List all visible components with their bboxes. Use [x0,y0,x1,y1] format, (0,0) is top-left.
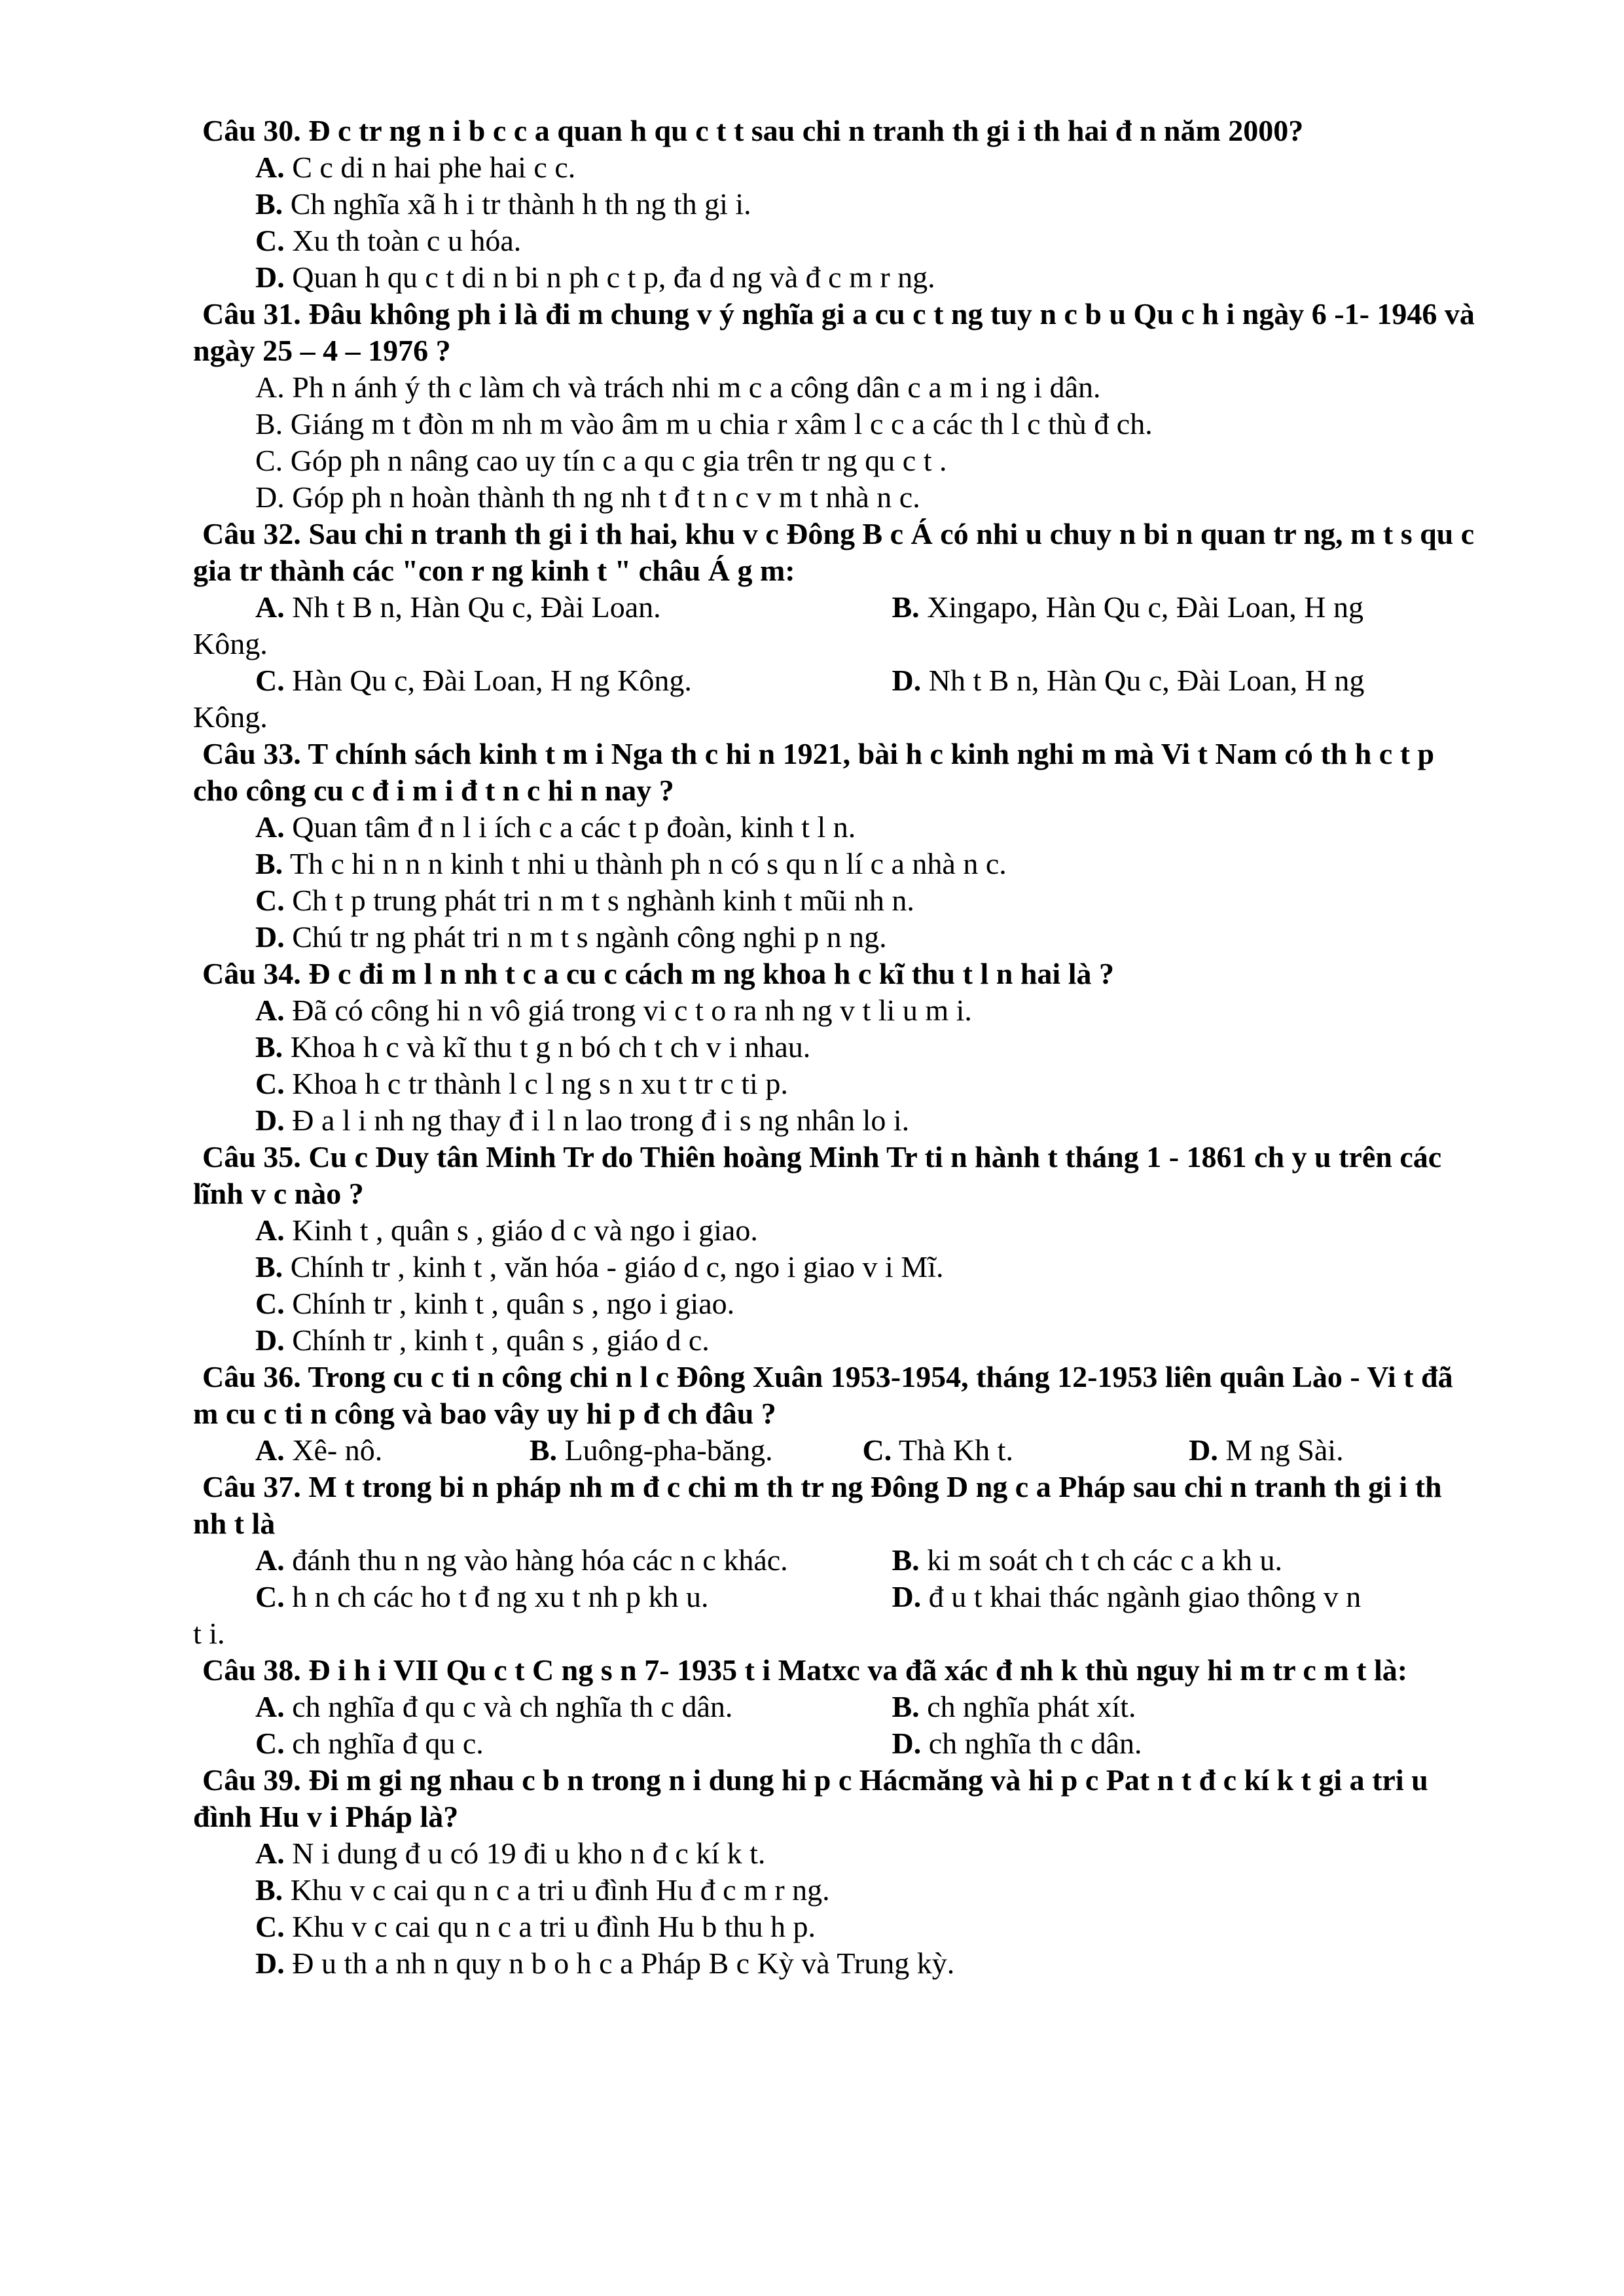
option-letter: A. [255,810,285,844]
option-letter: D. [892,1727,922,1760]
question-33 [193,736,1476,956]
option-c[interactable] [193,1066,1476,1102]
question-38 [193,1652,1476,1762]
option-text: Xê- nô. [292,1433,383,1467]
option-letter: B. [255,1873,283,1907]
question-30 [193,113,1476,296]
option-text: M ng Sài. [1225,1433,1344,1467]
option-a[interactable] [193,149,1476,186]
option-text: Ph n ánh ý th c làm ch và trách nhi m c a công dân c a m i ng i dân. [292,370,1101,404]
option-d[interactable] [866,1579,1477,1615]
option-letter: A. [255,1433,285,1467]
option-d[interactable] [193,1322,1476,1359]
option-c[interactable] [193,1909,1476,1945]
option-b[interactable] [866,1542,1477,1579]
option-c[interactable] [193,1285,1476,1322]
option-text: ch nghĩa th c dân. [928,1727,1142,1760]
question-text: Đ c tr ng n i b c c a quan h qu c t t sau chi n tranh th gi i th hai đ n năm 2000? [308,114,1304,147]
option-a[interactable] [255,589,866,626]
option-text: t i. [193,1617,225,1650]
option-row [193,1542,1476,1579]
option-d[interactable] [866,1725,1477,1762]
question-text: Trong cu c ti n công chi n l c Đông Xuân 1953-1954, tháng 12-1953 liên quân Lào - Vi t đã m cu c ti n công và bao vây uy hi p đ ch đâu ? [193,1360,1453,1430]
option-text: Đ a l i nh ng thay đ i l n lao trong đ i s ng nhân lo i. [292,1103,910,1137]
option-text: Giáng m t đòn m nh m vào âm m u chia r xâm l c c a các th l c thù đ ch. [290,407,1153,440]
option-text: Kông. [193,627,268,660]
question-label: Câu 39. [202,1763,301,1797]
option-text: Nh t B n, Hàn Qu c, Đài Loan, H ng [928,664,1365,697]
option-c[interactable] [255,1725,866,1762]
question-37 [193,1469,1476,1652]
question-stem [193,113,1476,149]
option-d[interactable] [193,259,1476,296]
option-row [193,1579,1476,1615]
option-text: Khoa h c tr thành l c l ng s n xu t tr c ti p. [292,1067,788,1100]
option-text: Kinh t , quân s , giáo d c và ngo i giao. [292,1213,758,1247]
exam-page [193,113,1476,1982]
option-letter: B. [255,1030,283,1064]
question-stem [193,1139,1476,1212]
option-d[interactable] [866,662,1477,699]
question-stem [193,516,1476,589]
option-a[interactable] [193,992,1476,1029]
option-letter: A. [255,590,285,624]
option-text: ki m soát ch t ch các c a kh u. [927,1543,1283,1577]
option-text: Chính tr , kinh t , quân s , ngo i giao. [292,1287,735,1320]
option-d[interactable] [193,919,1476,956]
option-text: Chính tr , kinh t , quân s , giáo d c. [292,1323,710,1357]
option-text: Thà Kh t. [898,1433,1013,1467]
option-a[interactable] [255,1689,866,1725]
option-text: Góp ph n hoàn thành th ng nh t đ t n c v m t nhà n c. [292,480,920,514]
option-c[interactable] [193,882,1476,919]
question-stem [193,1469,1476,1542]
option-letter: B. [255,407,283,440]
option-a[interactable] [193,369,1476,406]
question-label: Câu 35. [202,1140,301,1174]
question-label: Câu 31. [202,297,301,331]
option-a[interactable] [193,1212,1476,1249]
option-c[interactable] [193,223,1476,259]
option-letter: C. [255,1910,285,1943]
option-text: C c di n hai phe hai c c. [292,151,576,184]
question-stem [193,1359,1476,1432]
option-b[interactable] [866,589,1477,626]
option-letter: D. [255,260,285,294]
option-d[interactable] [193,1945,1476,1982]
option-text: ch nghĩa đ qu c. [292,1727,484,1760]
question-stem [193,1652,1476,1689]
option-letter: B. [892,1690,920,1723]
option-letter: C. [255,884,285,917]
question-36 [193,1359,1476,1469]
question-stem [193,1762,1476,1835]
option-c[interactable] [863,1432,1189,1469]
option-text: đánh thu n ng vào hàng hóa các n c khác. [292,1543,788,1577]
option-text: ch nghĩa phát xít. [927,1690,1136,1723]
option-c[interactable] [255,1579,866,1615]
question-label: Câu 36. [202,1360,301,1393]
option-letter: B. [255,187,283,221]
option-letter: C. [255,1580,285,1613]
option-text: Xingapo, Hàn Qu c, Đài Loan, H ng [927,590,1364,624]
option-letter: D. [892,1580,922,1613]
option-text: Luông-pha-băng. [564,1433,773,1467]
option-letter: A. [255,1690,285,1723]
option-letter: D. [255,1946,285,1980]
option-letter: B. [255,847,283,880]
option-letter: D. [892,664,922,697]
option-c[interactable] [193,442,1476,479]
option-letter: D. [255,920,285,954]
option-b[interactable] [866,1689,1477,1725]
question-text: Sau chi n tranh th gi i th hai, khu v c Đông B c Á có nhi u chuy n bi n quan tr ng, m t s qu c gia tr thành các "con r ng kinh t " châu Á g m: [193,517,1475,587]
option-letter: C. [862,1433,892,1467]
option-text: Xu th toàn c u hóa. [292,224,522,257]
option-text: Khu v c cai qu n c a tri u đình Hu b thu h p. [292,1910,816,1943]
option-letter: D. [255,1103,285,1137]
option-letter: A. [255,151,285,184]
question-label: Câu 33. [202,737,301,770]
question-text: Đâu không ph i là đi m chung v ý nghĩa gi a cu c t ng tuy n c b u Qu c h i ngày 6 -1- 1946 và ngày 25 – 4 – 1976 ? [193,297,1475,367]
question-39 [193,1762,1476,1982]
option-letter: A. [255,994,285,1027]
option-b[interactable] [193,1872,1476,1909]
option-d-continuation [193,1615,1476,1652]
option-letter: D. [255,1323,285,1357]
option-d[interactable] [1189,1432,1476,1469]
option-d[interactable] [193,479,1476,516]
question-text: Đi m gi ng nhau c b n trong n i dung hi p c Hácmăng và hi p c Pat n t đ c kí k t gi a tri u đình Hu v i Pháp là? [193,1763,1428,1833]
option-text: Ch nghĩa xã h i tr thành h th ng th gi i. [290,187,751,221]
option-letter: C. [255,444,283,477]
option-text: Th c hi n n n kinh t nhi u thành ph n có s qu n lí c a nhà n c. [289,847,1007,880]
option-c[interactable] [255,662,866,699]
option-b[interactable] [193,1249,1476,1285]
option-letter: A. [255,1837,285,1870]
option-letter: A. [255,1543,285,1577]
question-stem [193,736,1476,809]
option-text: N i dung đ u có 19 đi u kho n đ c kí k t. [292,1837,766,1870]
question-label: Câu 37. [202,1470,301,1503]
question-32 [193,516,1476,736]
option-letter: B. [529,1433,558,1467]
option-letter: B. [892,590,920,624]
question-text: M t trong bi n pháp nh m đ c chi m th tr ng Đông D ng c a Pháp sau chi n tranh th gi i th nh t là [193,1470,1442,1540]
question-31 [193,296,1476,516]
option-b-continuation [193,626,1476,662]
option-letter: A. [255,1213,285,1247]
question-text: T chính sách kinh t m i Nga th c hi n 1921, bài h c kinh nghi m mà Vi t Nam có th h c t p cho công cu c đ i m i đ t n c hi n nay ? [193,737,1435,807]
option-b[interactable] [193,846,1476,882]
option-row [193,1689,1476,1725]
option-row [193,1725,1476,1762]
question-label: Câu 34. [202,957,301,990]
option-letter: B. [255,1250,283,1283]
question-label: Câu 32. [202,517,301,550]
option-b[interactable] [530,1432,863,1469]
option-a[interactable] [255,1542,866,1579]
question-stem [193,956,1476,992]
option-letter: A. [255,370,285,404]
option-row [193,1432,1476,1469]
option-letter: C. [255,224,285,257]
option-letter: C. [255,1727,285,1760]
question-text: Đ c đi m l n nh t c a cu c cách m ng khoa h c kĩ thu t l n hai là ? [308,957,1114,990]
option-a[interactable] [193,1835,1476,1872]
option-text: Nh t B n, Hàn Qu c, Đài Loan. [292,590,661,624]
option-text: Chính tr , kinh t , văn hóa - giáo d c, ngo i giao v i Mĩ. [290,1250,944,1283]
option-text: Chú tr ng phát tri n m t s ngành công nghi p n ng. [292,920,887,954]
option-text: Quan tâm đ n l i ích c a các t p đoàn, kinh t l n. [292,810,856,844]
question-34 [193,956,1476,1139]
option-text: Quan h qu c t di n bi n ph c t p, đa d ng và đ c m r ng. [292,260,935,294]
option-b[interactable] [193,406,1476,442]
option-d-continuation [193,699,1476,736]
option-letter: C. [255,1287,285,1320]
option-b[interactable] [193,186,1476,223]
option-text: Đ u th a nh n quy n b o h c a Pháp B c Kỳ và Trung kỳ. [292,1946,955,1980]
option-a[interactable] [193,809,1476,846]
question-text: Cu c Duy tân Minh Tr do Thiên hoàng Minh Tr ti n hành t tháng 1 - 1861 ch y u trên các lĩnh v c nào ? [193,1140,1442,1210]
option-text: Góp ph n nâng cao uy tín c a qu c gia trên tr ng qu c t . [290,444,947,477]
option-letter: C. [255,664,285,697]
option-row [193,589,1476,626]
option-letter: B. [892,1543,920,1577]
option-text: Ch t p trung phát tri n m t s nghành kinh t mũi nh n. [292,884,914,917]
question-label: Câu 38. [202,1653,301,1687]
question-text: Đ i h i VII Qu c t C ng s n 7- 1935 t i Matxc va đã xác đ nh k thù nguy hi m tr c m t là: [308,1653,1408,1687]
question-stem [193,296,1476,369]
option-text: Đã có công hi n vô giá trong vi c t o ra nh ng v t li u m i. [292,994,972,1027]
option-letter: D. [1189,1433,1218,1467]
option-text: ch nghĩa đ qu c và ch nghĩa th c dân. [292,1690,733,1723]
option-text: Khu v c cai qu n c a tri u đình Hu đ c m r ng. [290,1873,830,1907]
option-text: h n ch các ho t đ ng xu t nh p kh u. [292,1580,709,1613]
option-text: Hàn Qu c, Đài Loan, H ng Kông. [292,664,692,697]
option-row [193,662,1476,699]
option-d[interactable] [193,1102,1476,1139]
option-b[interactable] [193,1029,1476,1066]
option-letter: D. [255,480,285,514]
option-letter: C. [255,1067,285,1100]
question-label: Câu 30. [202,114,301,147]
option-text: đ u t khai thác ngành giao thông v n [928,1580,1362,1613]
question-35 [193,1139,1476,1359]
option-text: Kông. [193,700,268,734]
option-a[interactable] [255,1432,530,1469]
option-text: Khoa h c và kĩ thu t g n bó ch t ch v i nhau. [290,1030,811,1064]
